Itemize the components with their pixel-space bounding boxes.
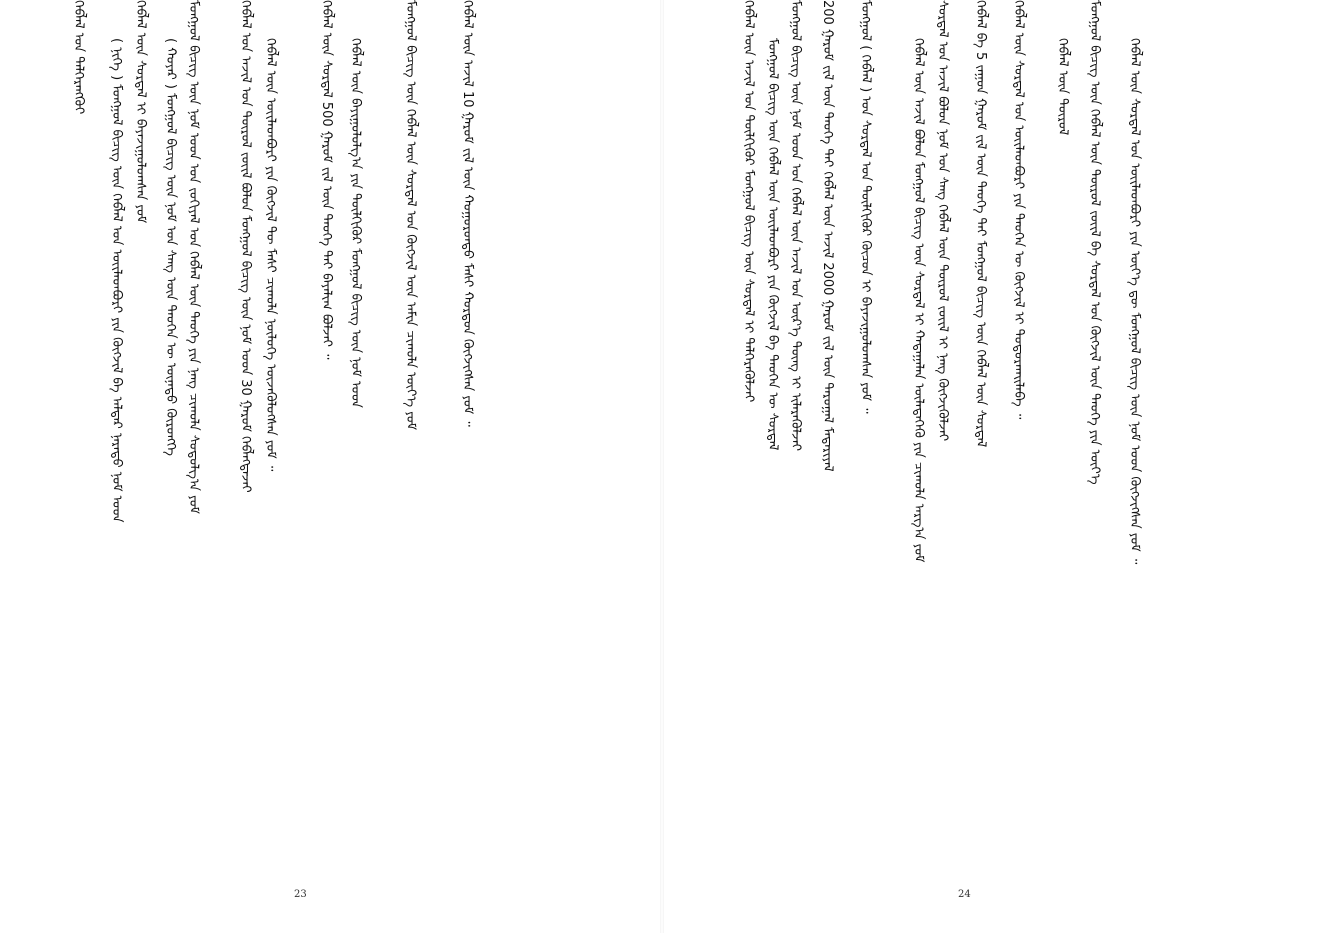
text-column: ᠬᠡᠪᠯᠡᠯ ᠤᠨ ᠳᠡᠯᠭᠡᠷᠡᠩᠭᠦᠢ (71, 0, 86, 115)
text-column: ᠬᠡᠪᠯᠡᠯ ᠦᠨ ᠠᠵᠢᠯ ᠤᠨ ᠲᠦᠯᠬᠢᠭᠦᠷ ᠮᠣᠩᠭᠣᠯ ᠪᠢᠴᠢᠭ ᠦᠨ ᠰᠤᠷᠲᠠᠯ ᠢ ᠳᠡᠯᠭᠡᠷᠡᠭᠦᠯᠵᠡᠢ (741, 0, 756, 403)
text-column: ( ᠨᠢᠭᠡ ) ᠮᠣᠩᠭᠣᠯ ᠪᠢᠴᠢᠭ ᠦᠨ ᠬᠡᠪᠯᠡᠯ ᠤᠨ ᠦᠢᠯᠡᠳᠪᠦᠷᠢ ᠶᠢᠨ ᠬᠥᠭᠵᠢᠯ ᠪᠠ ᠠᠯᠳᠠᠷ ᠨᠡᠷᠡᠲᠦ ᠨᠣᠮ ᠤᠳ (109, 38, 124, 523)
text-column: ᠬᠡᠪᠯᠡᠯ ᠦᠨ ᠰᠤᠷᠲᠠᠯ ᠤᠨ ᠦᠢᠯᠡᠳᠪᠦᠷᠢ ᠶᠢᠨ ᠲᠡᠦᠬᠡᠨ ᠦ ᠬᠥᠭᠵᠢᠯ ᠢ ᠲᠣᠳᠤᠷᠬᠠᠢᠯᠠᠪᠠ ᠃ (1011, 0, 1026, 420)
text-column: ᠮᠣᠩᠭᠣᠯ ᠪᠢᠴᠢᠭ ᠦᠨ ᠬᠡᠪᠯᠡᠯ ᠦᠨ ᠰᠤᠷᠲᠠᠯ ᠤᠨ ᠬᠥᠭᠵᠢᠯ ᠦᠨ ᠠᠮᠢᠨ ᠴᠢᠬᠤᠯᠠ ᠦᠶ᠎ᠡ ᠶᠤᠮ (403, 0, 418, 431)
text-column: ᠬᠡᠪᠯᠡᠯ ᠦᠨ ᠰᠤᠷᠲᠠᠯ ᠢ ᠪᠠᠶᠠᠵᠢᠭᠤᠯᠤᠭᠰᠠᠨ ᠶᠤᠮ (133, 0, 148, 224)
text-column: 200 ᠭᠠᠷᠤᠮ ᠵᠢᠯ ᠦᠨ ᠲᠡᠦᠬᠡ ᠲᠠᠢ ᠬᠡᠪᠯᠡᠯ ᠦᠨ ᠠᠵᠢᠯ 2000 ᠭᠠᠷᠤᠮ ᠵᠢᠯ ᠦᠨ ᠳᠠᠷᠤᠭᠠᠯ ᠮᠠᠲᠠᠷᠢᠶᠠᠯ (820, 0, 835, 472)
text-column: ᠮᠣᠩᠭᠣᠯ ᠪᠢᠴᠢᠭ ᠦᠨ ᠨᠣᠮ ᠤᠳ ᠤᠨ ᠵᠣᠬᠢᠶᠠᠯ ᠤᠨ ᠬᠡᠪᠯᠡᠯ ᠦᠨ ᠲᠡᠦᠬᠡ ᠶᠢᠨ ᠨᠡᠩ ᠴᠢᠬᠤᠯᠠ ᠰᠤᠳᠤᠯᠭ᠎ᠠ ᠶᠤᠮ (186, 0, 201, 514)
text-column: ᠮᠣᠩᠭᠣᠯ ᠪᠢᠴᠢᠭ ᠦᠨ ᠨᠣᠮ ᠤᠳ ᠤᠨ ᠬᠡᠪᠯᠡᠯ ᠦᠨ ᠠᠵᠢᠯ ᠤᠨ ᠦᠷ᠎ᠡ ᠳᠦᠩ ᠢ ᠢᠯᠡᠷᠡᠭᠦᠯᠵᠡᠢ (788, 0, 803, 452)
text-column: ᠮᠣᠩᠭᠣᠯ ᠪᠢᠴᠢᠭ ᠦᠨ ᠬᠡᠪᠯᠡᠯ ᠦᠨ ᠲᠦᠷᠦᠯ ᠵᠦᠢᠯ ᠪᠠ ᠰᠤᠷᠲᠠᠯ ᠤᠨ ᠬᠥᠭᠵᠢᠯ ᠦᠨ ᠲᠡᠦᠬᠡ ᠶᠢᠨ ᠦᠶ᠎ᠡ (1087, 0, 1102, 485)
page-23 (0, 0, 662, 933)
text-column: ᠬᠡᠪᠯᠡᠯ ᠦᠨ ᠲᠦᠷᠦᠯ (1055, 38, 1070, 136)
text-column: ᠮᠣᠩᠭᠣᠯ ( ᠬᠡᠪᠯᠡᠯ ) ᠤᠨ ᠰᠤᠷᠲᠠᠯ ᠤᠨ ᠲᠦᠯᠬᠢᠭᠦᠷ ᠬᠦᠴᠦᠨ ᠢ ᠪᠠᠶᠠᠵᠢᠭᠤᠯᠤᠭᠰᠠᠨ ᠶᠤᠮ ᠃ (858, 0, 873, 414)
text-column: ᠬᠡᠪᠯᠡᠯ ᠪᠠ 5 ᠵᠠᠭᠤᠨ ᠭᠠᠷᠤᠮ ᠵᠢᠯ ᠦᠨ ᠲᠡᠦᠬᠡ ᠲᠠᠢ ᠮᠣᠩᠭᠣᠯ ᠪᠢᠴᠢᠭ ᠦᠨ ᠬᠡᠪᠯᠡᠯ ᠦᠨ ᠰᠤᠷᠲᠠᠯ (973, 0, 988, 448)
text-column: ᠰᠤᠷᠲᠠᠯ ᠤᠨ ᠠᠵᠢᠯ ᠪᠣᠯᠤᠨ ᠨᠣᠮ ᠤᠨ ᠰᠠᠩ ᠬᠡᠪᠯᠡᠯ ᠦᠨ ᠲᠦᠷᠦᠯ ᠵᠦᠢᠯ ᠢ ᠨᠡᠩ ᠬᠥᠭᠵᠢᠭᠦᠯᠵᠡᠢ (935, 0, 950, 442)
text-column: ( ᠬᠣᠶᠠᠷ ) ᠮᠣᠩᠭᠣᠯ ᠪᠢᠴᠢᠭ ᠦᠨ ᠨᠣᠮ ᠤᠨ ᠰᠠᠩ ᠦᠨ ᠲᠡᠦᠬᠡᠨ ᠦ ᠦᠨᠡᠲᠦ ᠬᠥᠷᠥᠩᠭᠡ (163, 38, 178, 456)
text-column: ᠬᠡᠪᠯᠡᠯ ᠦᠨ ᠰᠤᠷᠲᠠᠯ ᠤᠨ ᠦᠢᠯᠡᠳᠪᠦᠷᠢ ᠶᠢᠨ ᠦᠶ᠎ᠡ ᠳᠦ ᠮᠣᠩᠭᠣᠯ ᠪᠢᠴᠢᠭ ᠦᠨ ᠨᠣᠮ ᠤᠳ ᠬᠥᠭᠵᠢᠭᠰᠡᠨ ᠶᠤᠮ ᠃ (1127, 38, 1142, 565)
page-number: 24 (958, 889, 971, 900)
page-24 (662, 0, 1325, 933)
page-number: 23 (294, 889, 307, 900)
text-column: ᠬᠡᠪᠯᠡᠯ ᠦᠨ ᠦᠢᠯᠡᠳᠪᠦᠷᠢ ᠶᠢᠨ ᠬᠥᠭᠵᠢᠯ ᠲᠦ ᠮᠠᠰᠢ ᠴᠢᠬᠤᠯᠠ ᠨᠥᠯᠦᠭᠡ ᠦᠵᠡᠭᠦᠯᠦᠭᠰᠡᠨ ᠶᠤᠮ ᠃ (263, 38, 278, 472)
text-column: ᠮᠣᠩᠭᠣᠯ ᠪᠢᠴᠢᠭ ᠦᠨ ᠬᠡᠪᠯᠡᠯ ᠦᠨ ᠦᠢᠯᠡᠳᠪᠦᠷᠢ ᠶᠢᠨ ᠬᠥᠭᠵᠢᠯ ᠪᠠ ᠲᠡᠦᠬᠡᠨ ᠦ ᠰᠤᠷᠲᠠᠯ (765, 38, 780, 451)
text-column: ᠬᠡᠪᠯᠡᠯ ᠦᠨ ᠰᠤᠷᠲᠠᠯ 500 ᠭᠠᠷᠤᠮ ᠵᠢᠯ ᠦᠨ ᠲᠡᠦᠬᠡ ᠲᠠᠢ ᠪᠠᠶᠠᠯᠢᠭ ᠪᠣᠯᠵᠠᠢ ᠃ (319, 0, 334, 360)
text-column: ᠬᠡᠪᠯᠡᠯ ᠦᠨ ᠠᠵᠢᠯ 10 ᠭᠠᠷᠤᠮ ᠵᠢᠯ ᠦᠨ ᠬᠣᠭᠣᠷᠣᠨᠳᠣ ᠮᠠᠰᠢ ᠬᠤᠷᠳᠤᠨ ᠬᠥᠭᠵᠢᠭᠰᠡᠨ ᠶᠤᠮ ᠃ (460, 0, 475, 427)
text-column: ᠬᠡᠪᠯᠡᠯ ᠦᠨ ᠪᠠᠶᠢᠭᠤᠯᠤᠯᠭ᠎ᠠ ᠶᠢᠨ ᠲᠦᠯᠬᠢᠭᠦᠷ ᠮᠣᠩᠭᠣᠯ ᠪᠢᠴᠢᠭ ᠦᠨ ᠨᠣᠮ ᠤᠳ (348, 38, 363, 408)
text-column: ᠬᠡᠪᠯᠡᠯ ᠦᠨ ᠠᠵᠢᠯ ᠪᠣᠯᠤᠨ ᠮᠣᠩᠭᠣᠯ ᠪᠢᠴᠢᠭ ᠦᠨ ᠰᠤᠷᠲᠠᠯ ᠢ ᠬᠠᠳᠠᠭᠠᠯᠠᠨ ᠦᠯᠡᠳᠡᠭᠡᠬᠦ ᠶᠢᠨ ᠴᠢᠬᠤᠯᠠ ᠠᠷᠭ᠎ᠠ ᠶᠤᠮ (911, 38, 926, 563)
text-column: ᠬᠡᠪᠯᠡᠯ ᠤᠨ ᠠᠵᠢᠯ ᠤᠨ ᠲᠦᠷᠦᠯ ᠵᠦᠢᠯ ᠪᠣᠯᠤᠨ ᠮᠣᠩᠭᠣᠯ ᠪᠢᠴᠢᠭ ᠦᠨ ᠨᠣᠮ ᠤᠳ 30 ᠭᠠᠷᠤᠮ ᠬᠡᠪᠯᠡᠭᠳᠡᠵᠡᠢ (238, 0, 253, 493)
